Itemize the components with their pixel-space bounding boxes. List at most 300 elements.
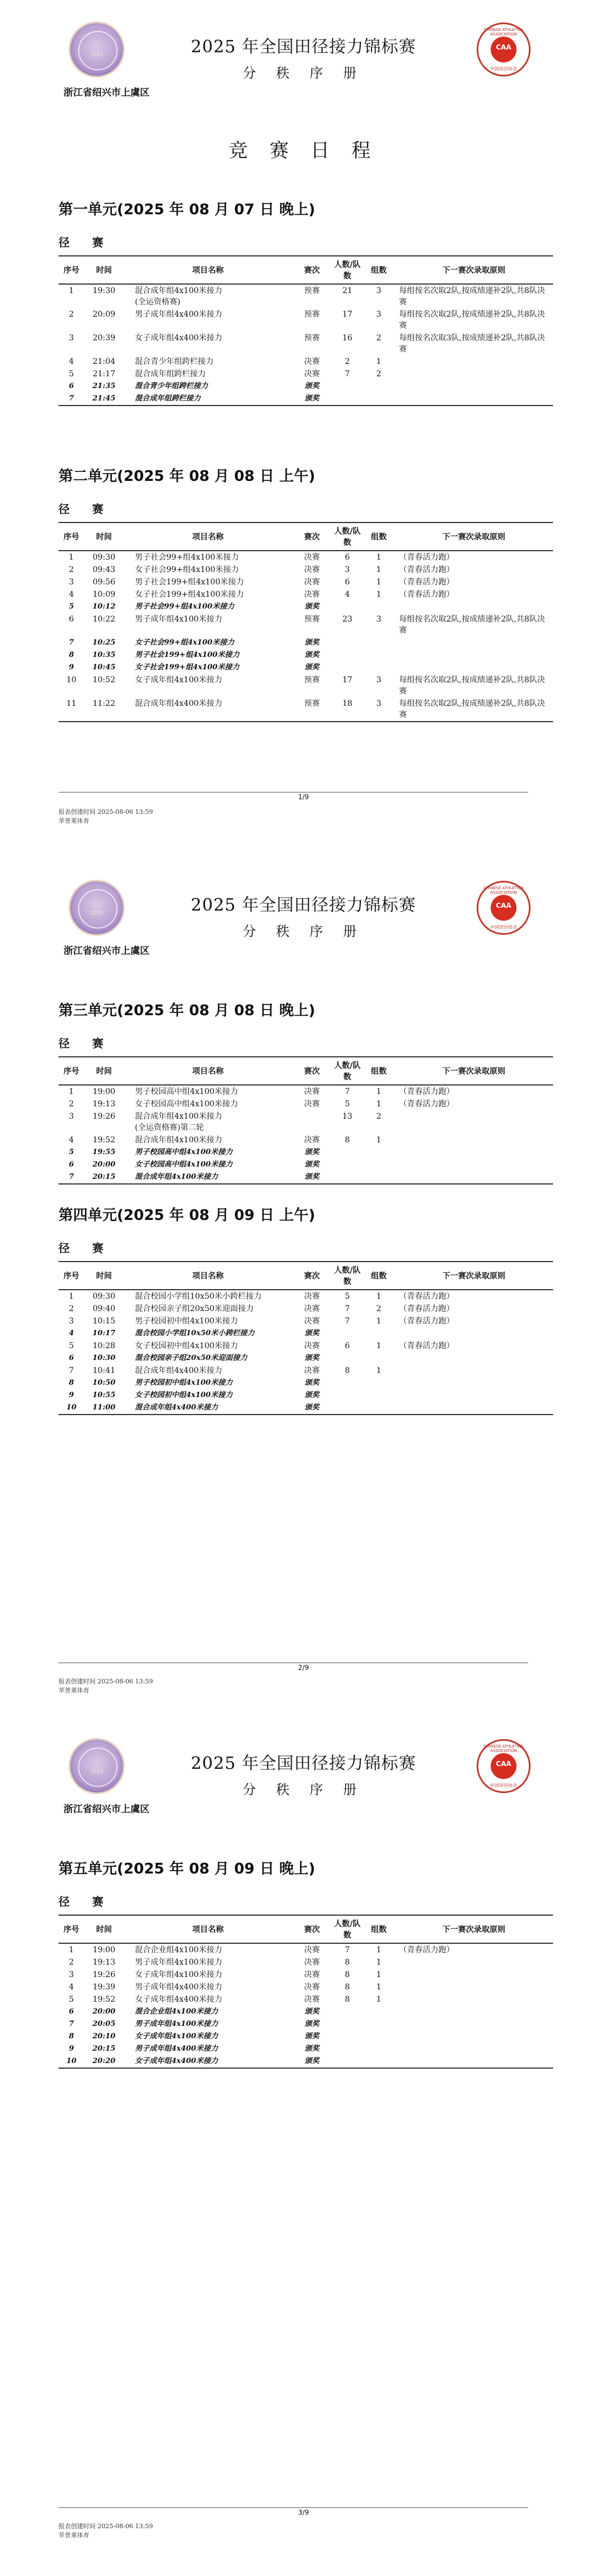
event-logo-icon: 2025 [69,1738,125,1794]
row-groups: 1 [376,1983,382,1992]
row-event: 女子成年组4x100米接力 [135,1970,223,1979]
table-row [58,1085,553,1098]
row-rule [395,355,553,368]
row-teams [332,2055,363,2068]
row-rule [395,1146,553,1159]
row-number: 3 [69,1112,74,1121]
row-time: 10:12 [92,602,116,611]
row-time: 19:13 [92,1958,116,1967]
col-header-no: 序号 [58,523,84,551]
table-row [58,2055,553,2068]
row-groups: 1 [376,590,382,599]
row-number: 2 [69,565,74,574]
row-teams [332,601,363,613]
row-round: 颁奖 [304,1391,319,1399]
row-rule: （青春活力跑） [399,1304,454,1313]
row-teams [332,637,363,649]
row-groups: 1 [376,1945,382,1954]
row-time: 10:50 [92,1379,116,1387]
row-number: 6 [69,1160,74,1169]
table-row [58,1981,553,1993]
page-footer: 报表创建时间 2025-08-06 13:59 莘普莱体育 [58,808,153,825]
row-time: 19:00 [92,1087,116,1096]
col-header-round: 赛次 [292,523,332,551]
col-header-rule: 下一赛次录取原则 [395,1262,553,1290]
col-header-round: 赛次 [292,1262,332,1290]
schedule-table [58,1915,553,2069]
page-number: 1/9 [298,793,309,801]
schedule-table [58,255,553,406]
row-teams: 5 [345,1292,350,1301]
row-event: 男子校园初中组4x100米接力 [135,1317,238,1326]
table-row [58,637,553,649]
row-groups [363,380,395,393]
row-teams: 23 [342,615,352,624]
row-teams: 7 [345,1945,350,1954]
row-groups: 3 [376,286,382,295]
row-number: 8 [69,651,74,659]
row-rule [395,368,553,380]
row-teams: 13 [342,1112,352,1121]
row-rule: （青春活力跑） [399,565,454,574]
row-teams [332,1402,363,1415]
row-number: 1 [69,1292,74,1301]
row-rule [395,649,553,661]
row-groups: 2 [376,370,382,379]
row-rule [395,2055,553,2068]
row-number: 1 [69,1087,74,1096]
row-time: 10:30 [92,1354,116,1362]
row-round: 决赛 [304,370,320,379]
col-header-rule: 下一赛次录取原则 [395,523,553,551]
row-groups: 2 [376,1112,382,1121]
row-rule: 每组按名次取2队,按成绩递补2队,共8队决赛 [399,310,545,330]
row-round: 颁奖 [304,2007,319,2016]
row-round: 决赛 [304,1136,320,1145]
row-teams: 7 [345,370,350,379]
table-row [58,674,553,697]
row-number: 5 [69,602,74,611]
row-groups: 2 [376,334,382,343]
row-groups [363,2030,395,2043]
host-city: 浙江省绍兴市上虞区 [64,87,150,98]
unit-title: 第五单元(2025 年 08 月 09 日 晚上) [58,1861,315,1877]
row-groups: 1 [376,1958,382,1967]
row-rule [395,2006,553,2018]
table-header [58,256,553,284]
page-title: 2025 年全国田径接力锦标赛 [191,1754,416,1773]
association-logo-icon: CHINESE ATHLETICS ASSOCIATION CAA 中国田径协会 [477,881,531,935]
row-rule: 每组按名次取2队,按成绩递补2队,共8队决赛 [399,675,545,696]
schedule-title: 竞 赛 日 程 [228,139,379,162]
table-row [58,649,553,661]
page-subtitle: 分 秩 序 册 [242,924,365,939]
row-time: 20:00 [92,1160,116,1169]
row-teams: 18 [332,697,363,722]
row-time: 09:30 [92,1292,116,1301]
row-groups: 3 [363,697,395,722]
page-number: 2/9 [298,1664,309,1672]
row-time: 10:09 [92,590,116,599]
row-round: 决赛 [304,1341,320,1350]
row-number: 10 [58,2055,84,2068]
table-row [58,613,553,637]
row-teams [332,393,363,406]
row-groups: 1 [376,357,382,366]
row-time: 10:28 [92,1341,116,1350]
row-event: 女子成年组4x100米接力 [135,2032,218,2041]
row-event: 混合成年组4x400米接力 [124,1402,292,1415]
row-event: 混合成年组4x100米接力 [124,1171,292,1184]
row-number: 9 [69,1391,74,1399]
row-teams [332,1389,363,1402]
row-rule [395,1110,553,1134]
row-event: 男子成年组4x100米接力 [135,615,223,624]
row-teams [332,2018,363,2030]
row-groups: 1 [376,1292,382,1301]
col-header-groups: 组数 [363,1915,395,1943]
row-rule [395,2030,553,2043]
row-event: 混合青少年组跨栏接力 [135,382,209,390]
row-number: 8 [69,1379,74,1387]
col-header-groups: 组数 [363,1057,395,1085]
row-time: 10:45 [92,663,116,672]
row-time: 10:52 [92,675,116,684]
row-number: 2 [69,1958,74,1967]
row-rule [395,2018,553,2030]
row-event: 女子成年组4x100米接力 [135,675,223,684]
row-round: 决赛 [304,590,320,599]
row-event: 男子社会99+组4x100米接力 [135,602,234,611]
row-time: 09:40 [92,1304,116,1313]
row-event: 女子成年组4x400米接力 [124,2055,292,2068]
row-time: 19:26 [92,1112,116,1121]
col-header-teams: 人数/队数 [332,523,363,551]
row-time: 19:26 [92,1970,116,1979]
row-time: 10:25 [92,638,116,647]
row-round: 决赛 [304,1970,320,1979]
row-groups: 1 [376,1366,382,1375]
col-header-no: 序号 [58,1915,84,1943]
row-time: 20:15 [84,1171,124,1184]
row-teams: 8 [345,1958,350,1967]
page-2 [0,858,607,1717]
row-event: 男子成年组4x400米接力 [135,1983,223,1992]
unit-title: 第四单元(2025 年 08 月 09 日 上午) [58,1207,315,1224]
row-event: 混合校园亲子组20x50米迎面接力 [135,1354,247,1362]
page-number: 3/9 [298,2509,309,2516]
table-row [58,1290,553,1303]
row-number: 5 [69,1995,74,2004]
row-round: 决赛 [304,357,320,366]
row-round: 颁奖 [304,2032,319,2041]
row-event: 女子成年组4x400米接力 [135,334,223,343]
col-header-no: 序号 [58,1262,84,1290]
row-time: 19:52 [92,1136,116,1145]
row-time: 10:35 [92,651,116,659]
row-groups: 1 [376,1970,382,1979]
row-round: 决赛 [304,1317,320,1326]
row-number: 8 [69,2032,74,2041]
row-event: 男子社会199+组4x100米接力 [135,578,244,587]
row-number: 7 [58,393,84,406]
row-event: 男子成年组4x400米接力 [135,310,223,319]
row-rule [395,1159,553,1171]
row-teams: 7 [345,1087,350,1096]
row-teams: 8 [345,1136,350,1145]
row-rule [395,1389,553,1402]
table-row [58,1171,553,1184]
row-event: 混合校园小学组10x50米小跨栏接力 [135,1292,262,1301]
row-teams: 17 [342,675,352,684]
row-teams: 8 [345,1983,350,1992]
row-event: 女子校园初中组4x100米接力 [135,1341,238,1350]
table-row [58,1402,553,1415]
table-row [58,2006,553,2018]
row-rule: （青春活力跑） [399,1292,454,1301]
row-event: 男子社会99+组4x100米接力 [135,553,239,562]
row-time: 10:41 [92,1366,116,1375]
row-event: 混合成年组跨栏接力 [135,370,206,379]
row-round: 决赛 [304,1304,320,1313]
row-event: 女子社会99+组4x100米接力 [135,565,239,574]
row-event: 男子校园初中组4x100米接力 [135,1379,233,1387]
unit-title: 第三单元(2025 年 08 月 08 日 晚上) [58,1002,315,1019]
row-number: 6 [69,1354,74,1362]
table-row [58,1340,553,1352]
row-groups [363,2006,395,2018]
row-groups: 3 [376,675,382,684]
row-round: 颁奖 [292,1171,332,1184]
row-number: 4 [69,1329,74,1337]
row-round: 颁奖 [292,2055,332,2068]
row-groups [363,1352,395,1364]
row-rule: （青春活力跑） [399,553,454,562]
row-number: 3 [69,334,74,343]
schedule-table [58,1056,553,1185]
event-logo-icon: 2025 [69,21,125,78]
table-row [58,1364,553,1377]
unit-5 [58,1857,553,2069]
schedule-table [58,522,553,722]
row-groups [363,2055,395,2068]
table-row [58,1956,553,1969]
unit-title: 第一单元(2025 年 08 月 07 日 晚上) [58,201,315,218]
table-row [58,2018,553,2030]
col-header-time: 时间 [84,1915,124,1943]
row-number: 7 [69,2020,74,2028]
row-number: 1 [69,286,74,295]
row-teams: 5 [345,1100,350,1109]
row-teams: 2 [345,357,350,366]
table-row [58,1146,553,1159]
row-rule [395,1981,553,1993]
row-time: 19:00 [92,1945,116,1954]
row-groups: 1 [376,1317,382,1326]
page-title: 2025 年全国田径接力锦标赛 [191,37,416,57]
table-row [58,1389,553,1402]
table-row [58,355,553,368]
row-teams: 6 [345,553,350,562]
row-event: 女子社会199+组4x100米接力 [135,590,244,599]
association-logo-icon: CHINESE ATHLETICS ASSOCIATION CAA 中国田径协会 [477,22,531,76]
row-event: 男子社会199+组4x100米接力 [135,651,239,659]
row-round: 颁奖 [304,382,319,390]
col-header-teams: 人数/队数 [332,1057,363,1085]
unit-1 [58,198,553,406]
row-round: 颁奖 [304,1160,319,1169]
row-event: 混合企业组4x100米接力 [135,2007,218,2016]
table-row [58,564,553,576]
row-groups: 2 [376,1304,382,1313]
table-row [58,551,553,564]
table-row [58,308,553,332]
row-rule [395,1377,553,1389]
table-row [58,2030,553,2043]
row-rule: 每组按名次取2队,按成绩递补2队,共8队决赛 [395,697,553,722]
row-teams: 8 [345,1366,350,1375]
row-teams: 8 [345,1995,350,2004]
row-event: 女子社会99+组4x100米接力 [135,638,234,647]
row-number: 3 [69,578,74,587]
row-number: 5 [69,1341,74,1350]
row-round: 颁奖 [304,663,319,672]
row-event: 混合成年组跨栏接力 [124,393,292,406]
row-teams [332,661,363,674]
col-header-event: 项目名称 [124,1262,292,1290]
row-round: 预赛 [304,286,320,295]
table-row [58,697,553,722]
page-subtitle: 分 秩 序 册 [242,1782,365,1798]
table-row [58,1352,553,1364]
row-number: 6 [69,382,74,390]
section-label: 径 赛 [58,236,109,249]
row-event: 男子成年组4x100米接力 [135,1958,223,1967]
row-rule: （青春活力跑） [399,578,454,587]
row-time: 10:22 [92,615,116,624]
row-time: 19:52 [92,1995,116,2004]
row-event: 男子成年组4x100米接力 [135,2020,218,2028]
row-round: 颁奖 [304,1329,319,1337]
table-row [58,576,553,588]
row-event: 女子社会199+组4x100米接力 [135,663,239,672]
row-round: 预赛 [304,310,320,319]
row-teams: 21 [342,286,352,295]
page-subtitle: 分 秩 序 册 [242,65,365,81]
row-groups [363,1389,395,1402]
row-round: 决赛 [304,1366,320,1375]
row-round: 预赛 [304,675,320,684]
col-header-time: 时间 [84,1262,124,1290]
row-number: 2 [69,1100,74,1109]
page-3 [0,1717,607,2575]
row-round: 决赛 [304,1292,320,1301]
row-round: 颁奖 [304,602,319,611]
row-event: 混合校园亲子组20x50米迎面接力 [135,1304,254,1313]
col-header-no: 序号 [58,1057,84,1085]
col-header-rule: 下一赛次录取原则 [395,256,553,284]
row-round: 决赛 [304,1100,320,1109]
schedule-table [58,1261,553,1415]
row-teams [332,1159,363,1171]
row-rule: 每组按名次取2队,按成绩递补2队,共8队决赛 [399,286,545,307]
row-number: 5 [69,1148,74,1156]
row-rule [395,1364,553,1377]
row-rule: （青春活力跑） [399,1317,454,1326]
row-time: 20:39 [92,334,116,343]
row-teams: 3 [345,565,350,574]
row-event: 女子校园初中组4x100米接力 [135,1391,233,1399]
row-time: 21:17 [92,370,116,379]
row-round: 决赛 [304,1983,320,1992]
row-number: 10 [58,1402,84,1415]
row-groups [363,1146,395,1159]
row-groups: 1 [376,1087,382,1096]
row-time: 10:15 [92,1317,116,1326]
row-time: 20:10 [92,2032,116,2041]
row-rule: （青春活力跑） [399,590,454,599]
row-groups [363,661,395,674]
unit-3 [58,999,553,1185]
table-row [58,1327,553,1340]
row-round [292,1110,332,1134]
table-row [58,380,553,393]
row-groups: 1 [376,578,382,587]
row-groups [363,1402,395,1415]
row-time: 11:00 [84,1402,124,1415]
table-row [58,588,553,601]
row-rule [395,601,553,613]
row-time: 09:30 [92,553,116,562]
page-title: 2025 年全国田径接力锦标赛 [191,895,416,915]
row-time: 10:17 [92,1329,116,1337]
row-number: 10 [66,675,76,684]
row-round: 颁奖 [304,651,319,659]
row-event: 混合成年组4x100米接力 (全运资格赛)第二轮 [135,1112,223,1132]
row-rule: （青春活力跑） [399,1341,454,1350]
row-event: 混合企业组4x100米接力 [135,1945,223,1954]
row-round: 决赛 [304,553,320,562]
row-number: 1 [69,553,74,562]
row-teams: 7 [345,1317,350,1326]
row-rule [395,1956,553,1969]
row-groups [363,1171,395,1184]
row-teams [332,1352,363,1364]
row-time: 20:20 [84,2055,124,2068]
col-header-rule: 下一赛次录取原则 [395,1057,553,1085]
row-teams [332,1377,363,1389]
row-teams [332,1171,363,1184]
event-logo-icon: 2025 [69,880,125,936]
row-groups: 1 [376,565,382,574]
row-time: 21:35 [92,382,116,390]
row-event: 男子校园高中组4x100米接力 [135,1148,233,1156]
row-number: 4 [69,590,74,599]
row-round: 决赛 [304,1945,320,1954]
row-round: 颁奖 [292,393,332,406]
row-round: 颁奖 [304,1379,319,1387]
row-time: 19:30 [92,286,116,295]
row-groups [363,1377,395,1389]
row-number: 6 [69,2007,74,2016]
row-groups: 1 [376,1100,382,1109]
row-teams: 4 [345,590,350,599]
col-header-round: 赛次 [292,1915,332,1943]
row-time: 11:22 [84,697,124,722]
row-teams: 17 [342,310,352,319]
row-rule [395,1352,553,1364]
table-row [58,332,553,355]
